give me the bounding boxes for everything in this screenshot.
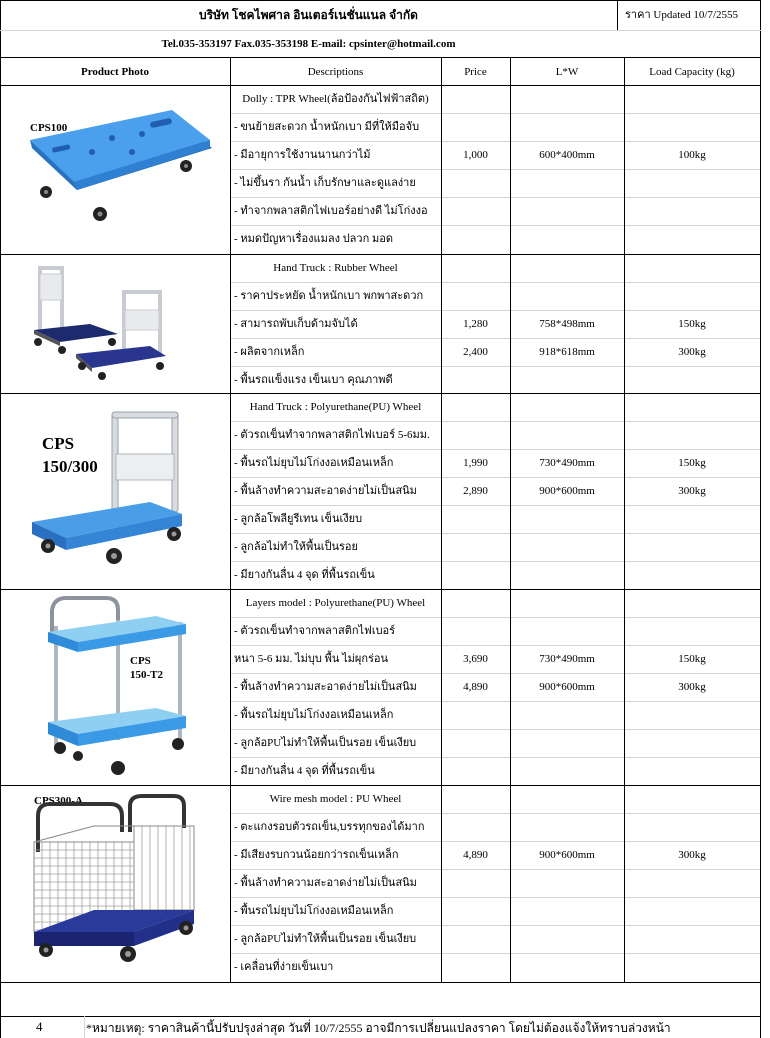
cell-divider [625, 338, 760, 339]
cell-divider [625, 925, 760, 926]
cell-divider [625, 645, 760, 646]
load-value: 300kg [678, 346, 706, 358]
cell-divider [231, 197, 441, 198]
cell-divider [442, 701, 510, 702]
cell-divider [442, 533, 510, 534]
cell-divider [511, 197, 624, 198]
cell-divider [625, 841, 760, 842]
cell-divider [625, 141, 760, 142]
price-value: 1,000 [463, 149, 488, 161]
cell-divider [442, 673, 510, 674]
frame-left [0, 0, 1, 1038]
feature-line: - มีอายุการใช้งานนานกว่าไม้ [234, 149, 371, 161]
size-value: 730*490mm [539, 457, 595, 469]
cell-divider [231, 169, 441, 170]
cell-divider [511, 729, 624, 730]
cell-divider [231, 561, 441, 562]
load-value: 100kg [678, 149, 706, 161]
cell-divider [625, 197, 760, 198]
cell-divider [442, 113, 510, 114]
cell-divider [625, 505, 760, 506]
cell-divider [625, 225, 760, 226]
feature-line: - หมดปัญหาเรื่องแมลง ปลวก มอด [234, 233, 394, 245]
feature-line: - ผลิตจากเหล็ก [234, 346, 305, 358]
cell-divider [231, 282, 441, 283]
cell-divider [231, 953, 441, 954]
feature-line: - มียางกันลื่น 4 จุด ที่พื้นรถเข็น [234, 569, 375, 581]
price-value: 2,890 [463, 485, 488, 497]
size-value: 900*600mm [539, 485, 595, 497]
size-value: 900*600mm [539, 681, 595, 693]
cell-divider [231, 729, 441, 730]
cell-divider [231, 673, 441, 674]
hand-truck-pu-photo [30, 410, 185, 570]
cell-divider [625, 869, 760, 870]
cell-divider [231, 533, 441, 534]
price-value: 3,690 [463, 653, 488, 665]
price-value: 4,890 [463, 681, 488, 693]
cell-divider [511, 645, 624, 646]
cell-divider [442, 505, 510, 506]
cell-divider [625, 953, 760, 954]
cell-divider [442, 953, 510, 954]
price-value: 2,400 [463, 346, 488, 358]
cell-divider [511, 813, 624, 814]
feature-line: - พื้นรถไม่ยุบไม่โก่งงอเหมือนเหล็ก [234, 457, 394, 469]
size-value: 918*618mm [539, 346, 595, 358]
cell-divider [442, 841, 510, 842]
layers-cart-photo [46, 596, 186, 778]
product-title: Hand Truck : Polyurethane(PU) Wheel [249, 401, 422, 413]
company-name: บริษัท โชคไพศาล อินเตอร์เนชั่นแนล จำกัด [199, 8, 418, 22]
cell-divider [511, 225, 624, 226]
updated-date: ราคา Updated 10/7/2555 [625, 9, 738, 21]
feature-line: - ตัวรถเข็นทำจากพลาสติกไฟเบอร์ 5-6มม. [234, 429, 430, 441]
cell-divider [442, 169, 510, 170]
cell-divider [625, 561, 760, 562]
feature-line: - พื้นล้างทำความสะอาดง่ายไม่เป็นสนิม [234, 485, 417, 497]
cell-divider [625, 757, 760, 758]
price-value: 1,990 [463, 457, 488, 469]
cell-divider [625, 729, 760, 730]
cell-divider [442, 477, 510, 478]
col-header-desc: Descriptions [307, 66, 364, 78]
product-title: Hand Truck : Rubber Wheel [273, 262, 398, 274]
footer-note: *หมายเหตุ: ราคาสินค้านี้ปรับปรุงล่าสุด วันที่ 10/7/2555 อาจมีการเปลี่ยนแปลงราคา โดยไม่ต้องแจ้งให้ทราบล่วงหน้า [86, 1021, 671, 1035]
product-title: Wire mesh model : PU Wheel [269, 793, 402, 805]
cell-divider [231, 421, 441, 422]
feature-line: - สามารถพับเก็บด้ามจับได้ [234, 318, 358, 330]
dolly-cps100-photo [22, 108, 212, 226]
frame-right [760, 0, 761, 1038]
cell-divider [442, 366, 510, 367]
feature-line: - ตัวรถเข็นทำจากพลาสติกไฟเบอร์ [234, 625, 396, 637]
product-code-line1: CPS [130, 655, 151, 667]
size-value: 730*490mm [539, 653, 595, 665]
cell-divider [625, 310, 760, 311]
size-value: 900*600mm [539, 849, 595, 861]
cell-divider [625, 813, 760, 814]
cell-divider [231, 617, 441, 618]
feature-line: - พื้นรถไม่ยุบไม่โก่งงอเหมือนเหล็ก [234, 709, 394, 721]
cell-divider [625, 449, 760, 450]
cell-divider [442, 925, 510, 926]
feature-line: - เคลื่อนที่ง่ายเข็นเบา [234, 961, 334, 973]
cell-divider [231, 869, 441, 870]
cell-divider [442, 897, 510, 898]
cell-divider [442, 282, 510, 283]
cell-divider [511, 561, 624, 562]
cell-divider [511, 617, 624, 618]
load-value: 150kg [678, 457, 706, 469]
frame-top [0, 0, 761, 1]
cell-divider [625, 533, 760, 534]
cell-divider [442, 813, 510, 814]
cell-divider [511, 477, 624, 478]
cell-divider [511, 701, 624, 702]
product-code-line2: 150/300 [42, 457, 98, 476]
load-value: 300kg [678, 485, 706, 497]
cell-divider [511, 533, 624, 534]
cell-divider [231, 897, 441, 898]
cell-divider [442, 617, 510, 618]
feature-line: - มียางกันลื่น 4 จุด ที่พื้นรถเข็น [234, 765, 375, 777]
feature-line: - ทำจากพลาสติกไฟเบอร์อย่างดี ไม่โก่งงอ [234, 205, 428, 217]
feature-line: - ลูกล้อไม่ทำให้พื้นเป็นรอย [234, 541, 358, 553]
product-code-line2: 150-T2 [130, 669, 163, 681]
cell-divider [511, 169, 624, 170]
cell-divider [231, 113, 441, 114]
cell-divider [231, 813, 441, 814]
cell-divider [511, 366, 624, 367]
cell-divider [442, 310, 510, 311]
feature-line: - ราคาประหยัด น้ำหนักเบา พกพาสะดวก [234, 290, 424, 302]
page-number: 4 [36, 1019, 43, 1034]
feature-line: - พื้นรถไม่ยุบไม่โก่งงอเหมือนเหล็ก [234, 905, 394, 917]
cell-divider [231, 141, 441, 142]
cell-divider [442, 757, 510, 758]
feature-line: - พื้นล้างทำความสะอาดง่ายไม่เป็นสนิม [234, 877, 417, 889]
cell-divider [625, 673, 760, 674]
feature-line: หนา 5-6 มม. ไม่บุบ พื้น ไม่ผุกร่อน [234, 653, 389, 665]
product-code: CPS300-A [34, 795, 83, 807]
feature-line: - พื้นรถแข็งแรง เข็นเบา คุณภาพดี [234, 374, 393, 386]
size-value: 758*498mm [539, 318, 595, 330]
cell-divider [231, 701, 441, 702]
feature-line: - ขนย้ายสะดวก น้ำหนักเบา มีที่ให้มือจับ [234, 121, 420, 133]
cell-divider [625, 366, 760, 367]
cell-divider [231, 477, 441, 478]
cell-divider [511, 673, 624, 674]
cell-divider [511, 310, 624, 311]
feature-line: - ตะแกงรอบตัวรถเข็น,บรรทุกของได้มาก [234, 821, 425, 833]
wire-mesh-cart-photo [30, 792, 200, 976]
col-header-price: Price [464, 66, 487, 78]
cell-divider [442, 449, 510, 450]
price-value: 4,890 [463, 849, 488, 861]
cell-divider [231, 841, 441, 842]
cell-divider [625, 113, 760, 114]
price-value: 1,280 [463, 318, 488, 330]
contact-line: Tel.035-353197 Fax.035-353198 E-mail: cpsinter@hotmail.com [161, 38, 456, 50]
cell-divider [511, 449, 624, 450]
product-title: Layers model : Polyurethane(PU) Wheel [245, 597, 426, 609]
cell-divider [442, 338, 510, 339]
cell-divider [442, 729, 510, 730]
load-value: 150kg [678, 318, 706, 330]
cell-divider [625, 282, 760, 283]
product-code-line1: CPS [42, 434, 75, 453]
cell-divider [231, 366, 441, 367]
load-value: 150kg [678, 653, 706, 665]
col-header-lw: L*W [555, 66, 579, 78]
feature-line: - ลูกล้อโพลียูรีเทน เข็นเงียบ [234, 513, 363, 525]
col-header-load: Load Capacity (kg) [649, 66, 735, 78]
col-header-photo: Product Photo [81, 66, 149, 78]
cell-divider [231, 310, 441, 311]
product-title: Dolly : TPR Wheel(ล้อป้องกันไฟฟ้าสถิต) [242, 93, 429, 105]
cell-divider [625, 897, 760, 898]
cell-divider [511, 953, 624, 954]
hand-truck-rubber-photo [30, 262, 170, 384]
cell-divider [511, 897, 624, 898]
cell-divider [231, 338, 441, 339]
load-value: 300kg [678, 849, 706, 861]
cell-divider [231, 925, 441, 926]
cell-divider [231, 645, 441, 646]
cell-divider [511, 869, 624, 870]
cell-divider [511, 925, 624, 926]
cell-divider [511, 338, 624, 339]
cell-divider [442, 645, 510, 646]
cell-divider [625, 477, 760, 478]
cell-divider [442, 141, 510, 142]
feature-line: - ไม่ขึ้นรา กันน้ำ เก็บรักษาและดูแลง่าย [234, 177, 416, 189]
feature-line: - มีเสียงรบกวนน้อยกว่ารถเข็นเหล็ก [234, 849, 399, 861]
cell-divider [625, 169, 760, 170]
product-code: CPS100 [30, 122, 68, 134]
load-value: 300kg [678, 681, 706, 693]
cell-divider [625, 617, 760, 618]
cell-divider [231, 757, 441, 758]
feature-line: - ลูกล้อPUไม่ทำให้พื้นเป็นรอย เข็นเงียบ [234, 933, 417, 945]
cell-divider [511, 757, 624, 758]
feature-line: - พื้นล้างทำความสะอาดง่ายไม่เป็นสนิม [234, 681, 417, 693]
cell-divider [231, 449, 441, 450]
cell-divider [511, 841, 624, 842]
feature-line: - ลูกล้อPUไม่ทำให้พื้นเป็นรอย เข็นเงียบ [234, 737, 417, 749]
cell-divider [442, 225, 510, 226]
cell-divider [442, 421, 510, 422]
cell-divider [625, 701, 760, 702]
cell-divider [511, 421, 624, 422]
cell-divider [511, 505, 624, 506]
cell-divider [442, 197, 510, 198]
cell-divider [442, 561, 510, 562]
cell-divider [625, 421, 760, 422]
cell-divider [231, 505, 441, 506]
cell-divider [511, 282, 624, 283]
size-value: 600*400mm [539, 149, 595, 161]
cell-divider [511, 113, 624, 114]
cell-divider [511, 141, 624, 142]
cell-divider [442, 869, 510, 870]
cell-divider [231, 225, 441, 226]
